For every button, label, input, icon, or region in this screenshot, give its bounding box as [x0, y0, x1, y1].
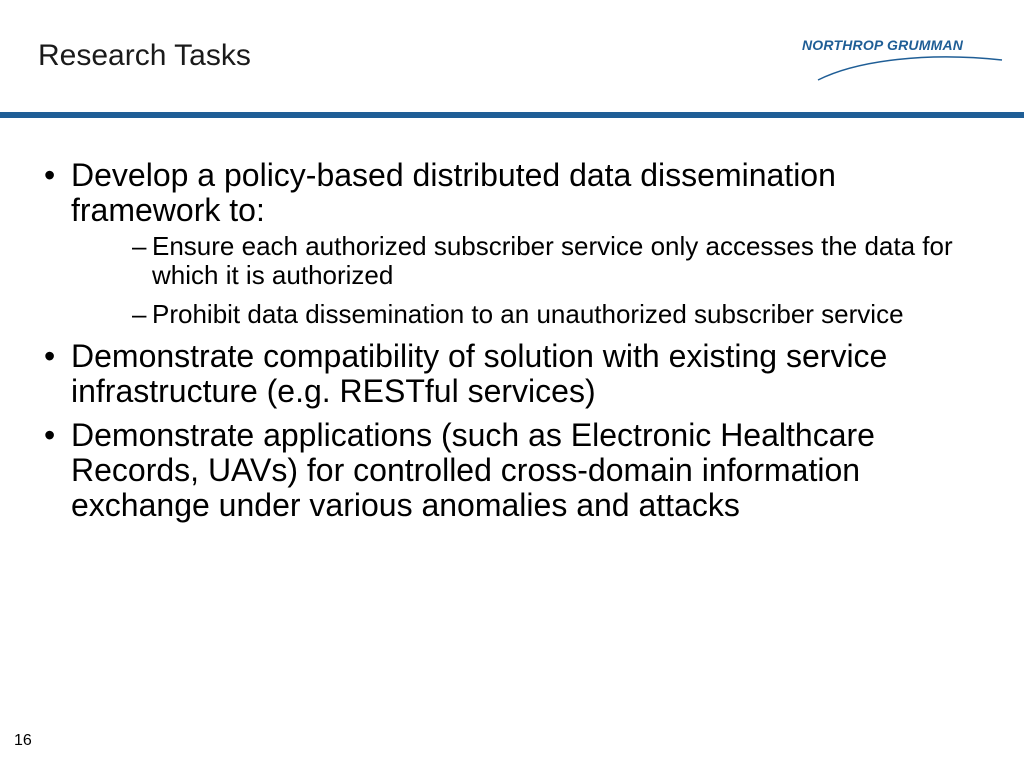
sub-bullet-text: Prohibit data dissemination to an unauthorized subscriber service — [152, 299, 904, 329]
bullet-item — [40, 339, 980, 409]
title-divider — [0, 112, 1024, 118]
sub-bullet-text: Ensure each authorized subscriber service only accesses the data for which it is authorized — [152, 231, 953, 290]
bullet-text: Demonstrate compatibility of solution with existing service infrastructure (e.g. RESTful services) — [71, 338, 888, 409]
bullet-item — [40, 158, 980, 329]
bullet-marker: • — [44, 417, 56, 453]
page-number: 16 — [14, 732, 32, 749]
sub-bullet-marker: – — [132, 299, 147, 329]
logo-swoosh-icon — [798, 44, 1003, 82]
sub-bullet-marker: – — [132, 231, 147, 261]
sub-bullet-item — [102, 232, 980, 290]
bullet-item — [40, 418, 980, 523]
slide-title: Research Tasks — [38, 39, 251, 72]
northrop-grumman-logo — [798, 36, 1003, 82]
bullet-marker: • — [44, 157, 56, 193]
sub-bullet-item — [102, 300, 980, 329]
bullet-list — [40, 158, 980, 532]
bullet-text: Demonstrate applications (such as Electronic Healthcare Records, UAVs) for controlled cross-domain information exchange under various anomalies and attacks — [71, 417, 875, 523]
bullet-text: Develop a policy-based distributed data dissemination framework to: — [71, 157, 836, 228]
logo-wordmark: NORTHROP GRUMMAN — [802, 37, 964, 53]
bullet-marker: • — [44, 338, 56, 374]
sub-bullet-list — [71, 232, 980, 329]
